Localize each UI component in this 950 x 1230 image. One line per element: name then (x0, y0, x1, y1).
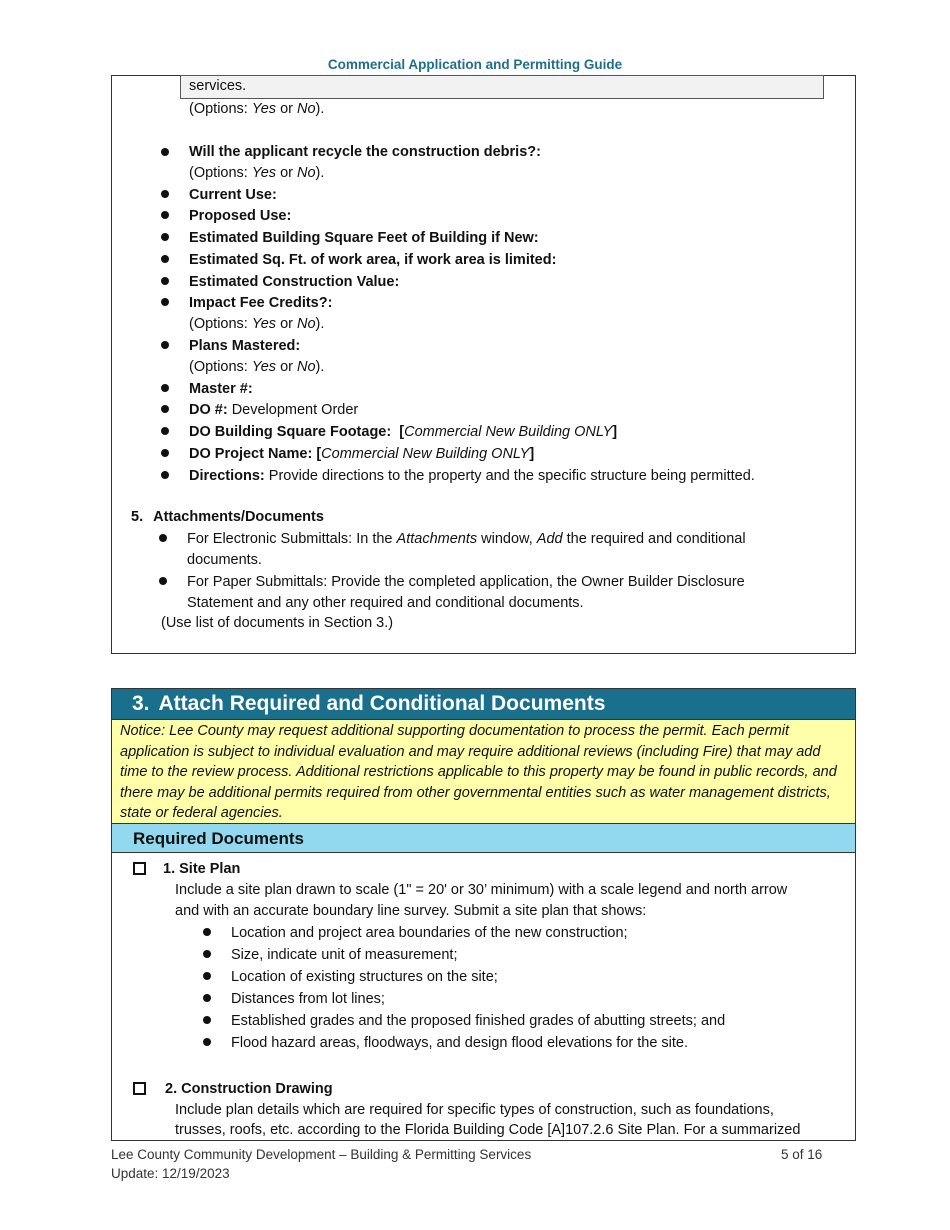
do-num-line: DO #: Development Order (189, 402, 359, 418)
footer-organization: Lee County Community Development – Building & Permitting Services (111, 1147, 532, 1162)
recycle-debris-options: (Options: Yes or No). (189, 165, 325, 181)
footer-update-date: Update: 12/19/2023 (111, 1166, 230, 1181)
bullet-icon (161, 384, 169, 392)
services-options: (Options: Yes or No). (189, 101, 325, 117)
bullet-icon (161, 190, 169, 198)
construction-drawing-desc-line2: trusses, roofs, etc. according to the Florida Building Code [A]107.2.6 Site Plan. For a summarized (175, 1122, 801, 1138)
directions-line: Directions: Provide directions to the property and the specific structure being permitted. (189, 468, 755, 484)
bullet-icon (161, 211, 169, 219)
required-documents-heading: Required Documents (112, 824, 855, 853)
site-plan-desc-line2: and with an accurate boundary line survey. Submit a site plan that shows: (175, 903, 647, 919)
bullet-icon (203, 994, 211, 1002)
paper-submittals-line1: For Paper Submittals: Provide the completed application, the Owner Builder Disclosure (187, 574, 745, 590)
est-building-sqft-label: Estimated Building Square Feet of Building if New: (189, 230, 539, 246)
bullet-icon (161, 148, 169, 156)
bullet-icon (161, 298, 169, 306)
bullet-icon (161, 427, 169, 435)
attachments-heading: 5. Attachments/Documents (131, 509, 324, 525)
notice-box: Notice: Lee County may request additional supporting documentation to process the permit. Each permit application is subject to individual evaluation and may require additional reviews (including Fire) that may add time to the review process. Additional restrictions applicable to this property may be found in public records, and there may be additional permits required from other governmental entities such as water management districts, state or federal agencies. (112, 719, 855, 824)
footer-page-number: 5 of 16 (781, 1147, 823, 1162)
impact-fee-options: (Options: Yes or No). (189, 316, 325, 332)
site-plan-title: 1. Site Plan (163, 861, 241, 877)
bullet-icon (161, 255, 169, 263)
bullet-icon (203, 950, 211, 958)
bullet-icon (161, 405, 169, 413)
est-construction-value-label: Estimated Construction Value: (189, 274, 400, 290)
site-plan-item: Distances from lot lines; (231, 991, 385, 1007)
site-plan-desc-line1: Include a site plan drawn to scale (1" = 20' or 30’ minimum) with a scale legend and north arrow (175, 882, 788, 898)
construction-drawing-title: 2. Construction Drawing (165, 1081, 333, 1097)
bullet-icon (161, 341, 169, 349)
est-work-area-label: Estimated Sq. Ft. of work area, if work area is limited: (189, 252, 557, 268)
construction-drawing-desc-line1: Include plan details which are required for specific types of construction, such as foundations, (175, 1102, 774, 1118)
site-plan-item: Flood hazard areas, floodways, and design flood elevations for the site. (231, 1035, 689, 1051)
paper-submittals-line2: Statement and any other required and conditional documents. (187, 595, 584, 611)
services-text-box: services. (180, 75, 824, 99)
recycle-debris-label: Will the applicant recycle the construction debris?: (189, 144, 541, 160)
current-use-label: Current Use: (189, 187, 277, 203)
bullet-icon (203, 972, 211, 980)
bullet-icon (161, 471, 169, 479)
do-project-name-line: DO Project Name: [Commercial New Building ONLY] (189, 446, 535, 462)
proposed-use-label: Proposed Use: (189, 208, 292, 224)
attachments-note: (Use list of documents in Section 3.) (161, 615, 394, 631)
bullet-icon (203, 1038, 211, 1046)
plans-mastered-options: (Options: Yes or No). (189, 359, 325, 375)
site-plan-item: Established grades and the proposed finished grades of abutting streets; and (231, 1013, 726, 1029)
site-plan-item: Location of existing structures on the site; (231, 969, 498, 985)
document-header-title: Commercial Application and Permitting Guide (327, 57, 623, 72)
plans-mastered-label: Plans Mastered: (189, 338, 301, 354)
bullet-icon (161, 233, 169, 241)
bullet-icon (159, 577, 167, 585)
construction-drawing-checkbox[interactable] (133, 1082, 146, 1095)
master-num-label: Master #: (189, 381, 253, 397)
bullet-icon (203, 928, 211, 936)
bullet-icon (161, 277, 169, 285)
impact-fee-label: Impact Fee Credits?: (189, 295, 333, 311)
site-plan-checkbox[interactable] (133, 862, 146, 875)
electronic-submittals-line1: For Electronic Submittals: In the Attachments window, Add the required and conditional (187, 531, 746, 547)
do-building-sqft-line: DO Building Square Footage: [Commercial New Building ONLY] (189, 424, 618, 440)
section-3-header: 3. Attach Required and Conditional Documents (112, 689, 855, 719)
site-plan-item: Location and project area boundaries of the new construction; (231, 925, 628, 941)
electronic-submittals-line2: documents. (187, 552, 262, 568)
site-plan-item: Size, indicate unit of measurement; (231, 947, 458, 963)
bullet-icon (159, 534, 167, 542)
bullet-icon (161, 449, 169, 457)
bullet-icon (203, 1016, 211, 1024)
